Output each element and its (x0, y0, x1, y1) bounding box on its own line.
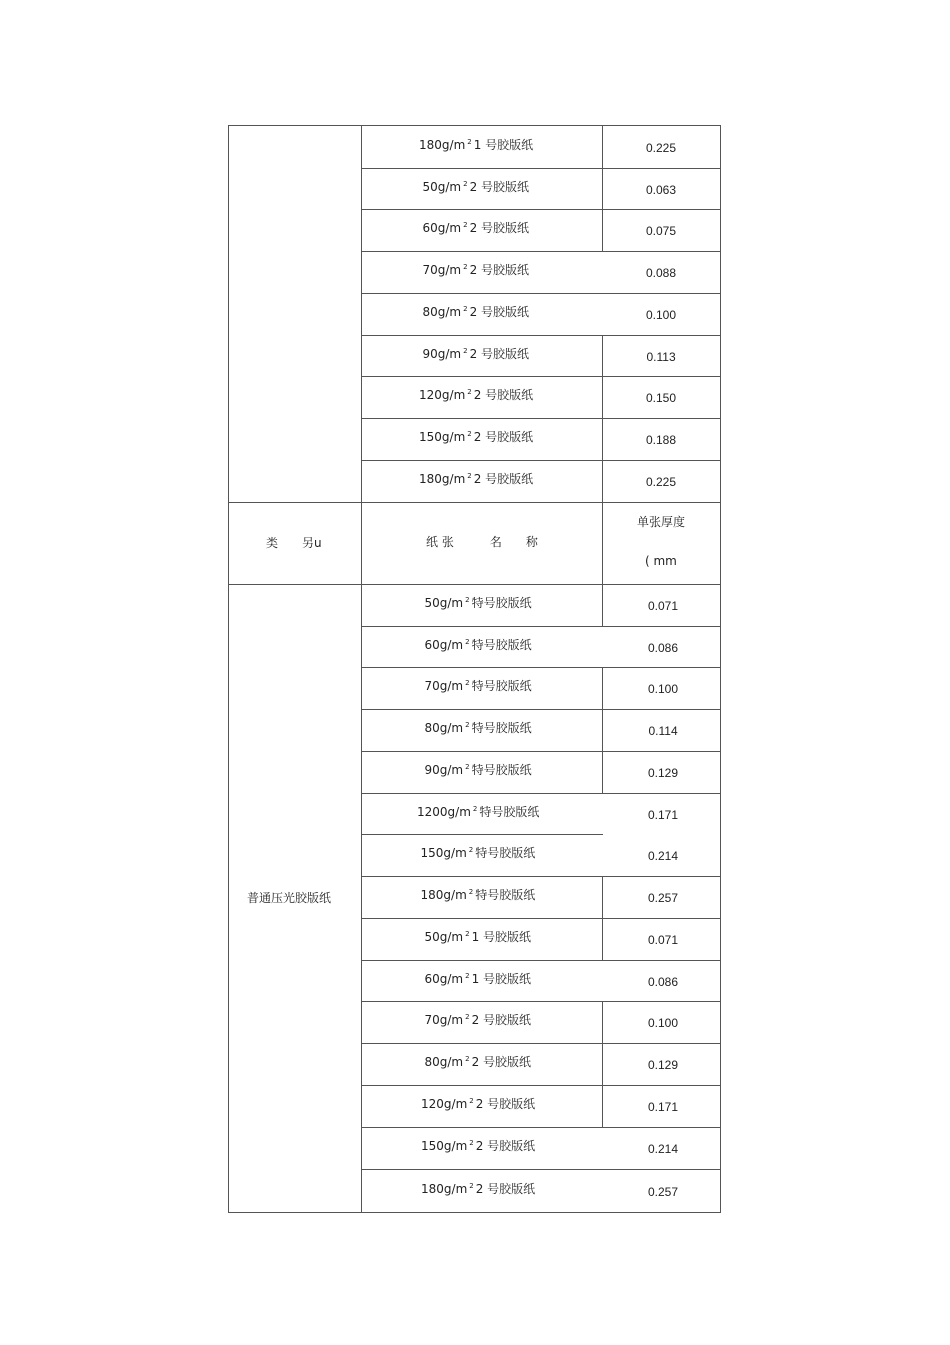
paper-grade: 2 号胶版纸 (475, 1097, 536, 1111)
paper-grade: 1 号胶版纸 (471, 930, 532, 944)
paper-grade: 1 号胶版纸 (471, 971, 532, 986)
paper-grade: 1 号胶版纸 (473, 137, 534, 152)
table-rule (361, 793, 721, 794)
thickness-value: 0.100 (648, 1016, 679, 1030)
thickness-value: 0.257 (648, 891, 679, 905)
thickness-value: 0.088 (646, 266, 677, 280)
paper-weight: 180g/m (421, 1181, 468, 1196)
table-rule (602, 667, 603, 710)
paper-name-cell (419, 388, 533, 402)
table-rule (361, 1043, 721, 1044)
unit-exponent: 2 (463, 346, 468, 355)
paper-grade: 特号胶版纸 (471, 721, 532, 735)
table-rule (602, 335, 603, 377)
paper-grade: 2 号胶版纸 (473, 430, 534, 444)
table-rule (602, 584, 603, 627)
thickness-value: 0.225 (646, 140, 677, 155)
table-rule (602, 709, 603, 752)
table-rule (361, 918, 721, 919)
paper-weight: 150g/m (419, 430, 466, 444)
thickness-value: 0.214 (648, 1142, 679, 1156)
paper-grade: 特号胶版纸 (471, 637, 532, 652)
thickness-value: 0.063 (646, 182, 677, 197)
table-rule (602, 168, 603, 210)
table-rule (228, 125, 229, 503)
unit-exponent: 2 (465, 971, 470, 980)
paper-name-cell (425, 1013, 532, 1027)
table-rule (602, 1085, 603, 1128)
table-rule (361, 876, 721, 877)
paper-name-cell (423, 221, 530, 235)
table-rule (720, 125, 721, 503)
paper-weight: 70g/m (424, 1013, 464, 1027)
thickness-value: 0.075 (646, 224, 677, 238)
table-rule (361, 335, 721, 336)
table-rule (361, 502, 362, 585)
table-rule (228, 584, 229, 1213)
paper-weight: 180g/m (419, 137, 466, 152)
paper-name-cell (421, 846, 536, 860)
table-rule (361, 125, 362, 503)
column-header-thickness: 单张厚度 (637, 515, 686, 529)
category-label: 普通压光胶版纸 (247, 891, 332, 905)
paper-weight: 60g/m (424, 637, 464, 652)
paper-name-cell (419, 138, 533, 152)
table-rule (361, 751, 721, 752)
paper-weight: 1200g/m (417, 804, 471, 819)
paper-name-cell (423, 347, 530, 361)
unit-exponent: 2 (463, 221, 468, 229)
thickness-value: 0.129 (648, 1058, 679, 1072)
unit-exponent: 2 (465, 930, 470, 938)
table-rule (602, 1043, 603, 1086)
paper-name-cell (425, 1055, 532, 1069)
thickness-value: 0.150 (646, 391, 677, 405)
paper-grade: 特号胶版纸 (475, 888, 536, 902)
table-rule (361, 418, 721, 419)
paper-grade: 特号胶版纸 (475, 846, 536, 860)
unit-exponent: 2 (469, 1139, 474, 1147)
thickness-value: 0.113 (646, 349, 676, 364)
table-rule (602, 502, 603, 585)
paper-weight: 50g/m (424, 596, 464, 610)
table-rule (602, 1001, 603, 1044)
paper-grade: 2 号胶版纸 (469, 179, 530, 194)
thickness-value: 0.114 (648, 724, 678, 738)
paper-grade: 2 号胶版纸 (469, 346, 530, 361)
thickness-value: 0.171 (648, 1100, 679, 1114)
table-rule (720, 502, 721, 585)
table-rule (361, 1127, 721, 1128)
paper-name-cell (421, 888, 536, 902)
table-rule (361, 376, 721, 377)
paper-weight: 120g/m (421, 1097, 468, 1111)
table-rule (361, 1001, 721, 1002)
paper-name-cell (423, 180, 530, 194)
table-rule (361, 1169, 721, 1170)
table-rule (602, 376, 603, 419)
paper-name-cell (417, 805, 539, 819)
paper-weight: 80g/m (424, 721, 464, 735)
unit-exponent: 2 (465, 721, 470, 729)
table-rule (361, 626, 721, 627)
table-rule (602, 418, 603, 461)
paper-grade: 2 号胶版纸 (471, 1013, 532, 1027)
paper-name-cell (419, 472, 533, 486)
paper-weight: 50g/m (422, 179, 462, 194)
thickness-value: 0.100 (648, 682, 679, 696)
paper-name-cell (425, 721, 532, 735)
thickness-value: 0.214 (648, 849, 679, 863)
unit-exponent: 2 (469, 1097, 474, 1105)
table-rule (361, 251, 721, 252)
thickness-value: 0.188 (646, 433, 677, 447)
paper-weight: 90g/m (424, 763, 464, 777)
thickness-value: 0.086 (648, 640, 679, 655)
table-rule (228, 502, 229, 585)
paper-weight: 180g/m (420, 888, 467, 902)
paper-grade: 2 号胶版纸 (473, 472, 534, 486)
unit-exponent: 2 (463, 179, 468, 188)
table-rule (361, 709, 721, 710)
table-rule (361, 168, 721, 169)
paper-grade: 特号胶版纸 (471, 596, 532, 610)
paper-name-cell (425, 930, 532, 944)
table-rule (361, 1085, 721, 1086)
table-rule (228, 502, 721, 503)
column-header-name: 纸 张 名 称 (426, 535, 538, 549)
paper-name-cell (423, 263, 530, 277)
table-rule (228, 125, 721, 126)
paper-grade: 2 号胶版纸 (469, 305, 530, 319)
unit-exponent: 2 (465, 763, 470, 771)
paper-grade: 特号胶版纸 (471, 763, 532, 777)
column-header-thickness-unit: ( mm (645, 554, 677, 568)
unit-exponent: 2 (468, 846, 474, 854)
paper-weight: 70g/m (424, 679, 464, 693)
unit-exponent: 2 (465, 1055, 470, 1063)
paper-weight: 150g/m (420, 846, 467, 860)
paper-grade: 特号胶版纸 (479, 804, 540, 819)
paper-grade: 2 号胶版纸 (469, 263, 530, 277)
paper-name-cell (421, 1097, 535, 1111)
paper-name-cell (423, 305, 530, 319)
thickness-value: 0.086 (648, 974, 679, 989)
paper-weight: 80g/m (422, 305, 462, 319)
table-rule (361, 460, 721, 461)
paper-grade: 2 号胶版纸 (473, 388, 534, 402)
paper-name-cell (425, 679, 532, 693)
unit-exponent: 2 (469, 1181, 474, 1190)
paper-name-cell (421, 1139, 535, 1153)
paper-weight: 70g/m (422, 263, 462, 277)
paper-weight: 180g/m (419, 472, 466, 486)
unit-exponent: 2 (467, 430, 472, 438)
unit-exponent: 2 (467, 388, 472, 396)
paper-grade: 特号胶版纸 (471, 679, 532, 693)
paper-grade: 2 号胶版纸 (469, 221, 530, 235)
unit-exponent: 2 (468, 888, 474, 896)
table-rule (602, 876, 603, 919)
thickness-value: 0.171 (648, 807, 679, 822)
table-rule (602, 918, 603, 961)
table-rule (361, 834, 603, 835)
paper-weight: 60g/m (424, 971, 464, 986)
paper-weight: 120g/m (419, 388, 466, 402)
table-rule (361, 584, 362, 1213)
unit-exponent: 2 (463, 263, 468, 271)
paper-name-cell (421, 1182, 535, 1196)
thickness-value: 0.071 (648, 933, 679, 947)
unit-exponent: 2 (467, 472, 472, 480)
paper-name-cell (425, 763, 532, 777)
table-rule (228, 584, 721, 585)
paper-grade: 2 号胶版纸 (475, 1139, 536, 1153)
paper-weight: 50g/m (424, 930, 464, 944)
unit-exponent: 2 (472, 804, 478, 813)
paper-weight: 150g/m (421, 1139, 468, 1153)
table-rule (361, 209, 721, 210)
unit-exponent: 2 (465, 1013, 470, 1021)
table-rule (602, 125, 603, 169)
thickness-value: 0.225 (646, 475, 677, 489)
table-rule (361, 667, 721, 668)
thickness-value: 0.100 (646, 308, 677, 322)
table-rule (602, 209, 603, 252)
thickness-value: 0.129 (648, 766, 679, 780)
table-rule (720, 584, 721, 1213)
thickness-value: 0.257 (648, 1184, 679, 1199)
paper-grade: 2 号胶版纸 (475, 1181, 536, 1196)
paper-name-cell (425, 638, 532, 652)
unit-exponent: 2 (463, 305, 468, 313)
paper-name-cell (425, 596, 532, 610)
table-rule (361, 293, 721, 294)
paper-weight: 90g/m (422, 346, 462, 361)
thickness-value: 0.071 (648, 599, 679, 613)
paper-weight: 60g/m (422, 221, 462, 235)
column-header-category: 类 另u (266, 536, 322, 550)
table-rule (602, 751, 603, 794)
table-rule (228, 1212, 721, 1213)
paper-name-cell (419, 430, 533, 444)
unit-exponent: 2 (465, 596, 470, 604)
unit-exponent: 2 (467, 137, 472, 146)
paper-weight: 80g/m (424, 1055, 464, 1069)
paper-name-cell (425, 972, 532, 986)
unit-exponent: 2 (465, 679, 470, 687)
table-rule (602, 460, 603, 503)
paper-grade: 2 号胶版纸 (471, 1055, 532, 1069)
table-rule (361, 960, 721, 961)
unit-exponent: 2 (465, 637, 470, 646)
